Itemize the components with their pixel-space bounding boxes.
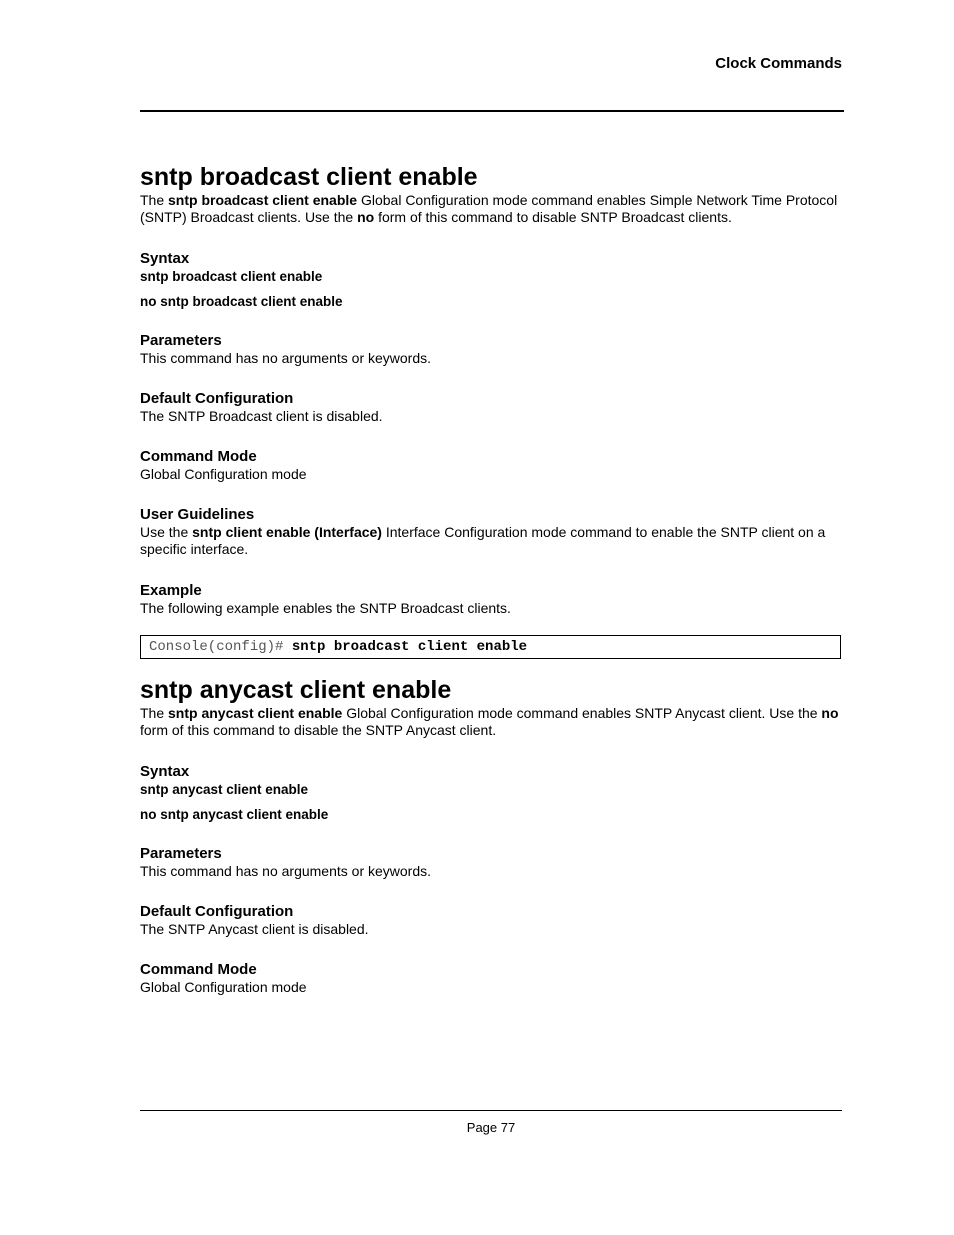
guidelines-command: sntp client enable (Interface) [192,524,382,540]
section-intro-broadcast [140,192,841,226]
parameters-block [140,332,841,367]
syntax-line: sntp broadcast client enable [140,269,323,284]
syntax-heading: Syntax [140,250,190,267]
guidelines-text-part: Use the [140,524,193,540]
guidelines-text [140,524,841,558]
syntax-line: no sntp anycast client enable [140,807,329,822]
syntax-block [140,763,841,823]
section-title-broadcast: sntp broadcast client enable [140,163,478,191]
default-block [140,390,841,425]
header-divider [140,110,844,112]
parameters-text: This command has no arguments or keywords. [140,863,432,879]
parameters-block [140,845,841,880]
example-block [140,582,841,659]
parameters-heading: Parameters [140,845,222,862]
page-content [140,162,841,996]
console-prompt: Console(config)# [149,639,292,655]
default-text: The SNTP Anycast client is disabled. [140,921,369,937]
intro-keyword: no [357,209,375,225]
parameters-text: This command has no arguments or keywords. [140,350,432,366]
intro-text: form of this command to disable SNTP Broadcast clients. [374,209,732,225]
example-heading: Example [140,582,202,599]
syntax-block [140,250,841,310]
intro-text: Global Configuration mode command enables SNTP Anycast client. Use the [342,705,822,721]
footer-divider [140,1110,842,1111]
intro-text: form of this command to disable the SNTP Anycast client. [140,722,497,738]
default-heading: Default Configuration [140,390,294,407]
section-intro-anycast [140,705,841,739]
intro-command: sntp broadcast client enable [168,192,358,208]
mode-heading: Command Mode [140,448,257,465]
console-command: sntp broadcast client enable [291,639,528,655]
mode-block [140,448,841,483]
guidelines-block [140,506,841,558]
default-heading: Default Configuration [140,903,294,920]
guidelines-heading: User Guidelines [140,506,255,523]
intro-text: Global Configuration mode command enables Simple Network Time Protocol (SNTP) Broadcast clients. Use the [140,192,838,225]
running-header: Clock Commands [715,55,842,72]
intro-text: The [140,705,169,721]
intro-keyword: no [821,705,839,721]
guidelines-text-part: Interface Configuration mode command to enable the SNTP client on a specific interface. [140,524,826,557]
page-number: Page 77 [466,1120,516,1135]
default-text: The SNTP Broadcast client is disabled. [140,408,383,424]
syntax-heading: Syntax [140,763,190,780]
section-title-anycast: sntp anycast client enable [140,676,452,704]
mode-heading: Command Mode [140,961,257,978]
parameters-heading: Parameters [140,332,222,349]
mode-block [140,961,841,996]
console-example [140,635,841,659]
intro-text: The [140,192,169,208]
syntax-line: no sntp broadcast client enable [140,294,343,309]
mode-text: Global Configuration mode [140,979,307,995]
default-block [140,903,841,938]
section-anycast [140,675,841,996]
syntax-line: sntp anycast client enable [140,782,309,797]
mode-text: Global Configuration mode [140,466,307,482]
intro-command: sntp anycast client enable [168,705,343,721]
example-text: The following example enables the SNTP Broadcast clients. [140,600,511,616]
